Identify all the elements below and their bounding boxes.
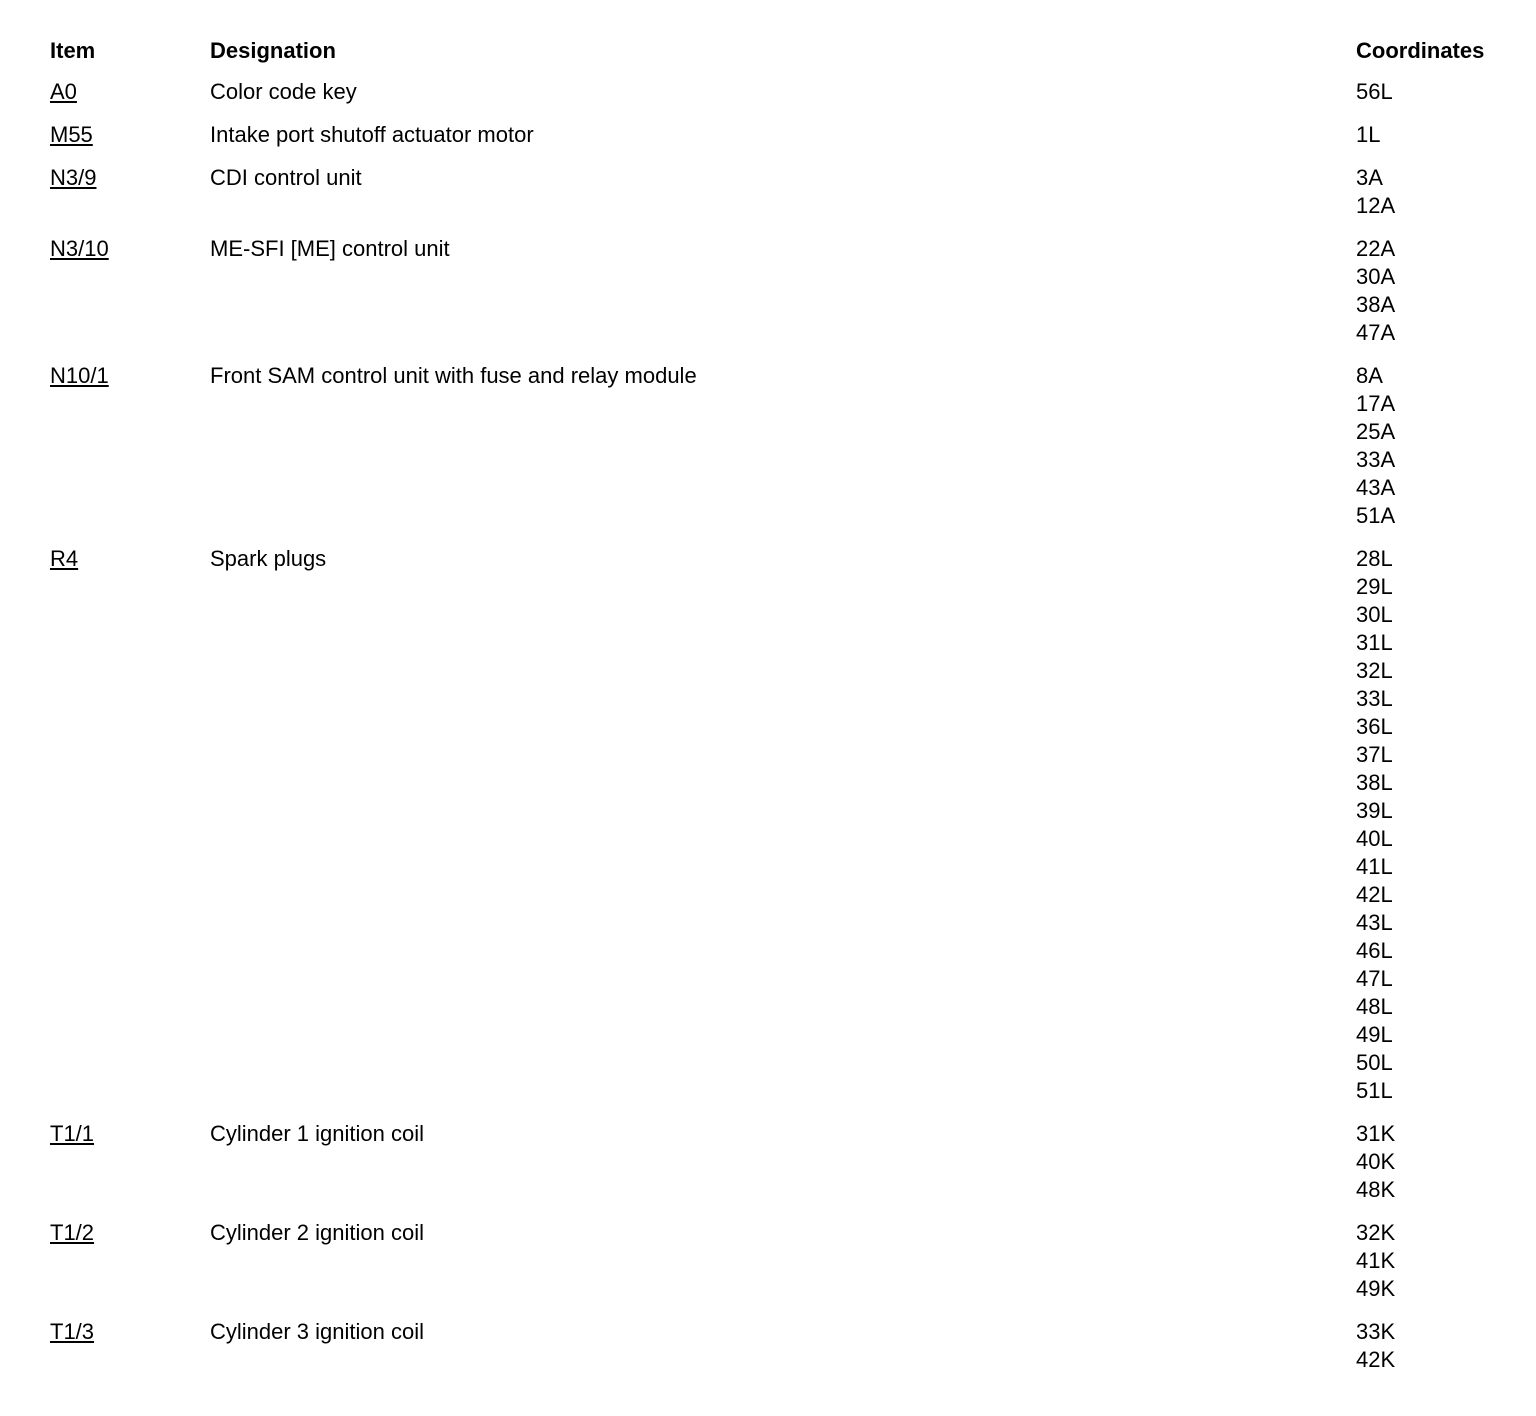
coordinate-value: 25A [1356, 419, 1396, 444]
coordinate-value: 30L [1356, 602, 1393, 627]
coordinate-value: 43L [1356, 910, 1393, 935]
coordinate-value: 49K [1356, 1276, 1396, 1301]
coordinates-list [1356, 78, 1393, 106]
header-coordinates: Coordinates [1356, 38, 1485, 63]
coordinate-value: 22A [1356, 236, 1396, 261]
coordinate-value: 32K [1356, 1220, 1396, 1245]
coordinate-value: 43A [1356, 475, 1396, 500]
table-row [50, 1219, 1520, 1303]
coordinate-value: 31L [1356, 630, 1393, 655]
coordinate-value: 30A [1356, 264, 1396, 289]
coordinate-value: 47L [1356, 966, 1393, 991]
item-link[interactable]: T1/2 [50, 1220, 95, 1245]
coordinates-list [1356, 545, 1393, 1105]
table-row [50, 235, 1520, 347]
coordinate-value: 28L [1356, 546, 1393, 571]
coordinate-value: 49L [1356, 1022, 1393, 1047]
coordinate-value: 46L [1356, 938, 1393, 963]
designation-text: Cylinder 1 ignition coil [210, 1121, 424, 1146]
coordinate-value: 48L [1356, 994, 1393, 1019]
coordinate-value: 38A [1356, 292, 1396, 317]
table-row [50, 121, 1520, 149]
coordinate-value: 40K [1356, 1149, 1396, 1174]
designation-text: ME-SFI [ME] control unit [210, 236, 450, 261]
coordinate-value: 56L [1356, 79, 1393, 104]
item-link[interactable]: M55 [50, 122, 93, 147]
header-item: Item [50, 38, 96, 63]
table-row [50, 164, 1520, 220]
coordinate-value: 17A [1356, 391, 1396, 416]
item-link[interactable]: N10/1 [50, 363, 109, 388]
designation-text: Cylinder 2 ignition coil [210, 1220, 424, 1245]
item-link[interactable]: N3/9 [50, 165, 97, 190]
coordinate-value: 33L [1356, 686, 1393, 711]
table-header [50, 36, 1520, 66]
coordinates-list [1356, 121, 1380, 149]
table-row [50, 1318, 1520, 1374]
table-row [50, 78, 1520, 106]
coordinate-value: 40L [1356, 826, 1393, 851]
coordinate-value: 32L [1356, 658, 1393, 683]
designation-text: Intake port shutoff actuator motor [210, 122, 534, 147]
coordinate-value: 39L [1356, 798, 1393, 823]
coordinate-value: 37L [1356, 742, 1393, 767]
coordinate-value: 38L [1356, 770, 1393, 795]
coordinate-value: 36L [1356, 714, 1393, 739]
designation-text: Color code key [210, 79, 357, 104]
coordinate-value: 42K [1356, 1347, 1396, 1372]
coordinate-value: 8A [1356, 363, 1383, 388]
coordinates-list [1356, 1219, 1395, 1303]
component-legend-table [50, 36, 1520, 1372]
coordinates-list [1356, 164, 1395, 220]
coordinate-value: 47A [1356, 320, 1396, 345]
coordinate-value: 3A [1356, 165, 1383, 190]
coordinate-value: 51A [1356, 503, 1396, 528]
header-designation: Designation [210, 38, 336, 63]
designation-text: Spark plugs [210, 546, 327, 571]
coordinate-value: 41K [1356, 1248, 1396, 1273]
coordinate-value: 48K [1356, 1177, 1396, 1202]
item-link[interactable]: A0 [50, 79, 77, 104]
item-link[interactable]: N3/10 [50, 236, 109, 261]
coordinate-value: 50L [1356, 1050, 1393, 1075]
coordinates-list [1356, 1318, 1395, 1374]
coordinates-list [1356, 1120, 1395, 1204]
coordinate-value: 12A [1356, 193, 1396, 218]
coordinate-value: 31K [1356, 1121, 1396, 1146]
coordinates-list [1356, 235, 1395, 347]
table-row [50, 545, 1520, 1105]
designation-text: Cylinder 3 ignition coil [210, 1319, 424, 1344]
coordinate-value: 33K [1356, 1319, 1396, 1344]
item-link[interactable]: T1/3 [50, 1319, 95, 1344]
table-row [50, 1120, 1520, 1204]
designation-text: CDI control unit [210, 165, 362, 190]
coordinate-value: 42L [1356, 882, 1393, 907]
designation-text: Front SAM control unit with fuse and relay module [210, 363, 697, 388]
item-link[interactable]: T1/1 [50, 1121, 95, 1146]
coordinate-value: 29L [1356, 574, 1393, 599]
coordinates-list [1356, 362, 1395, 530]
coordinate-value: 41L [1356, 854, 1393, 879]
coordinate-value: 33A [1356, 447, 1396, 472]
table-row [50, 362, 1520, 530]
item-link[interactable]: R4 [50, 546, 79, 571]
coordinate-value: 1L [1356, 122, 1381, 147]
coordinate-value: 51L [1356, 1078, 1393, 1103]
